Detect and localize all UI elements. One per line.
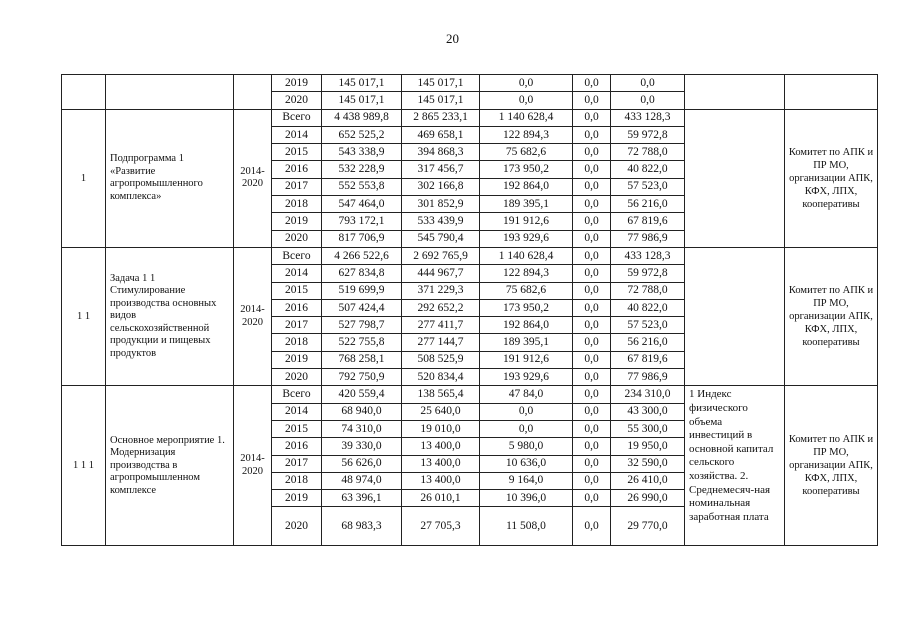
source1-cell: 545 790,4 xyxy=(402,230,480,247)
source3-cell: 0,0 xyxy=(573,213,611,230)
source4-cell: 57 523,0 xyxy=(611,317,685,334)
year-cell: 2018 xyxy=(272,196,322,213)
total-cell: 420 559,4 xyxy=(322,386,402,403)
year-cell: Всего xyxy=(272,109,322,126)
executor-cell: Комитет по АПК и ПР МО, организации АПК, КФХ, ЛПХ, кооперативы xyxy=(785,386,878,546)
year-cell: 2016 xyxy=(272,161,322,178)
source4-cell: 0,0 xyxy=(611,75,685,92)
source2-cell: 5 980,0 xyxy=(480,438,573,455)
source4-cell: 29 770,0 xyxy=(611,507,685,546)
row-code xyxy=(62,75,106,110)
source3-cell: 0,0 xyxy=(573,507,611,546)
year-cell: 2018 xyxy=(272,472,322,489)
total-cell: 507 424,4 xyxy=(322,299,402,316)
executor-cell: Комитет по АПК и ПР МО, организации АПК, КФХ, ЛПХ, кооперативы xyxy=(785,109,878,247)
source3-cell: 0,0 xyxy=(573,144,611,161)
source2-cell: 189 395,1 xyxy=(480,334,573,351)
source3-cell: 0,0 xyxy=(573,472,611,489)
source3-cell: 0,0 xyxy=(573,455,611,472)
source1-cell: 394 868,3 xyxy=(402,144,480,161)
source3-cell: 0,0 xyxy=(573,161,611,178)
row-period xyxy=(234,75,272,110)
total-cell: 68 940,0 xyxy=(322,403,402,420)
year-cell: 2015 xyxy=(272,144,322,161)
year-cell: 2019 xyxy=(272,75,322,92)
source1-cell: 469 658,1 xyxy=(402,126,480,143)
year-cell: 2019 xyxy=(272,213,322,230)
total-cell: 527 798,7 xyxy=(322,317,402,334)
source3-cell: 0,0 xyxy=(573,403,611,420)
source3-cell: 0,0 xyxy=(573,230,611,247)
source4-cell: 55 300,0 xyxy=(611,420,685,437)
source1-cell: 371 229,3 xyxy=(402,282,480,299)
source4-cell: 0,0 xyxy=(611,92,685,109)
source4-cell: 234 310,0 xyxy=(611,386,685,403)
table-body xyxy=(62,75,878,546)
year-cell: Всего xyxy=(272,247,322,264)
executor-cell: Комитет по АПК и ПР МО, организации АПК, КФХ, ЛПХ, кооперативы xyxy=(785,247,878,385)
year-cell: 2020 xyxy=(272,369,322,386)
source2-cell: 189 395,1 xyxy=(480,196,573,213)
year-cell: 2020 xyxy=(272,92,322,109)
source1-cell: 317 456,7 xyxy=(402,161,480,178)
total-cell: 39 330,0 xyxy=(322,438,402,455)
source3-cell: 0,0 xyxy=(573,282,611,299)
total-cell: 4 266 522,6 xyxy=(322,247,402,264)
source1-cell: 13 400,0 xyxy=(402,455,480,472)
row-name: Подпрограмма 1 «Развитие агропромышленного комплекса» xyxy=(106,109,234,247)
source4-cell: 72 788,0 xyxy=(611,282,685,299)
year-cell: 2020 xyxy=(272,507,322,546)
source4-cell: 32 590,0 xyxy=(611,455,685,472)
source1-cell: 292 652,2 xyxy=(402,299,480,316)
row-period: 2014-2020 xyxy=(234,109,272,247)
source2-cell: 193 929,6 xyxy=(480,230,573,247)
source2-cell: 9 164,0 xyxy=(480,472,573,489)
source4-cell: 26 410,0 xyxy=(611,472,685,489)
year-cell: 2020 xyxy=(272,230,322,247)
source1-cell: 277 144,7 xyxy=(402,334,480,351)
source2-cell: 173 950,2 xyxy=(480,161,573,178)
source2-cell: 192 864,0 xyxy=(480,178,573,195)
indicator-cell: 1 Индекс физического объема инвестиций в основной капитал сельского хозяйства. 2. Среднемесяч-ная номинальная заработная плата xyxy=(685,386,785,546)
source1-cell: 277 411,7 xyxy=(402,317,480,334)
source1-cell: 13 400,0 xyxy=(402,438,480,455)
total-cell: 68 983,3 xyxy=(322,507,402,546)
source1-cell: 27 705,3 xyxy=(402,507,480,546)
source1-cell: 138 565,4 xyxy=(402,386,480,403)
total-cell: 792 750,9 xyxy=(322,369,402,386)
table-row xyxy=(62,109,878,126)
year-cell: 2017 xyxy=(272,178,322,195)
source4-cell: 56 216,0 xyxy=(611,334,685,351)
source1-cell: 520 834,4 xyxy=(402,369,480,386)
source2-cell: 191 912,6 xyxy=(480,213,573,230)
source4-cell: 19 950,0 xyxy=(611,438,685,455)
source4-cell: 26 990,0 xyxy=(611,490,685,507)
source4-cell: 67 819,6 xyxy=(611,213,685,230)
year-cell: 2017 xyxy=(272,455,322,472)
source2-cell: 122 894,3 xyxy=(480,126,573,143)
source4-cell: 433 128,3 xyxy=(611,247,685,264)
source3-cell: 0,0 xyxy=(573,369,611,386)
total-cell: 543 338,9 xyxy=(322,144,402,161)
budget-table xyxy=(61,74,878,546)
source1-cell: 26 010,1 xyxy=(402,490,480,507)
source3-cell: 0,0 xyxy=(573,420,611,437)
table-row xyxy=(62,247,878,264)
source3-cell: 0,0 xyxy=(573,75,611,92)
source2-cell: 0,0 xyxy=(480,92,573,109)
source2-cell: 1 140 628,4 xyxy=(480,247,573,264)
total-cell: 768 258,1 xyxy=(322,351,402,368)
row-code: 1 1 1 xyxy=(62,386,106,546)
source2-cell: 75 682,6 xyxy=(480,144,573,161)
source1-cell: 301 852,9 xyxy=(402,196,480,213)
source1-cell: 19 010,0 xyxy=(402,420,480,437)
indicator-cell xyxy=(685,247,785,385)
year-cell: 2014 xyxy=(272,403,322,420)
year-cell: 2019 xyxy=(272,351,322,368)
source1-cell: 302 166,8 xyxy=(402,178,480,195)
total-cell: 522 755,8 xyxy=(322,334,402,351)
source4-cell: 43 300,0 xyxy=(611,403,685,420)
source2-cell: 173 950,2 xyxy=(480,299,573,316)
row-period: 2014-2020 xyxy=(234,386,272,546)
source3-cell: 0,0 xyxy=(573,299,611,316)
source4-cell: 67 819,6 xyxy=(611,351,685,368)
source3-cell: 0,0 xyxy=(573,196,611,213)
source3-cell: 0,0 xyxy=(573,265,611,282)
source1-cell: 444 967,7 xyxy=(402,265,480,282)
source2-cell: 0,0 xyxy=(480,420,573,437)
source1-cell: 2 692 765,9 xyxy=(402,247,480,264)
source2-cell: 10 396,0 xyxy=(480,490,573,507)
total-cell: 145 017,1 xyxy=(322,75,402,92)
total-cell: 56 626,0 xyxy=(322,455,402,472)
source4-cell: 57 523,0 xyxy=(611,178,685,195)
source3-cell: 0,0 xyxy=(573,92,611,109)
source4-cell: 433 128,3 xyxy=(611,109,685,126)
page-number: 20 xyxy=(446,31,459,46)
source2-cell: 191 912,6 xyxy=(480,351,573,368)
source3-cell: 0,0 xyxy=(573,109,611,126)
row-name xyxy=(106,75,234,110)
total-cell: 145 017,1 xyxy=(322,92,402,109)
total-cell: 48 974,0 xyxy=(322,472,402,489)
row-code: 1 xyxy=(62,109,106,247)
source3-cell: 0,0 xyxy=(573,126,611,143)
row-name: Основное мероприятие 1. Модернизация производства в агропромышленном комплексе xyxy=(106,386,234,546)
year-cell: 2015 xyxy=(272,282,322,299)
source2-cell: 47 84,0 xyxy=(480,386,573,403)
source2-cell: 1 140 628,4 xyxy=(480,109,573,126)
total-cell: 627 834,8 xyxy=(322,265,402,282)
source2-cell: 10 636,0 xyxy=(480,455,573,472)
source1-cell: 145 017,1 xyxy=(402,75,480,92)
source3-cell: 0,0 xyxy=(573,178,611,195)
year-cell: 2018 xyxy=(272,334,322,351)
source4-cell: 72 788,0 xyxy=(611,144,685,161)
year-cell: Всего xyxy=(272,386,322,403)
executor-cell xyxy=(785,75,878,110)
source4-cell: 59 972,8 xyxy=(611,265,685,282)
year-cell: 2014 xyxy=(272,126,322,143)
source1-cell: 145 017,1 xyxy=(402,92,480,109)
source4-cell: 59 972,8 xyxy=(611,126,685,143)
year-cell: 2016 xyxy=(272,438,322,455)
source3-cell: 0,0 xyxy=(573,490,611,507)
source2-cell: 122 894,3 xyxy=(480,265,573,282)
source4-cell: 77 986,9 xyxy=(611,369,685,386)
table-row xyxy=(62,75,878,92)
total-cell: 552 553,8 xyxy=(322,178,402,195)
source3-cell: 0,0 xyxy=(573,317,611,334)
total-cell: 74 310,0 xyxy=(322,420,402,437)
total-cell: 519 699,9 xyxy=(322,282,402,299)
row-name: Задача 1 1 Стимулирование производства основных видов сельскохозяйственной продукции и пищевых продуктов xyxy=(106,247,234,385)
total-cell: 532 228,9 xyxy=(322,161,402,178)
row-period: 2014-2020 xyxy=(234,247,272,385)
source1-cell: 533 439,9 xyxy=(402,213,480,230)
total-cell: 63 396,1 xyxy=(322,490,402,507)
year-cell: 2014 xyxy=(272,265,322,282)
source4-cell: 40 822,0 xyxy=(611,161,685,178)
source3-cell: 0,0 xyxy=(573,334,611,351)
source3-cell: 0,0 xyxy=(573,438,611,455)
source1-cell: 508 525,9 xyxy=(402,351,480,368)
source2-cell: 192 864,0 xyxy=(480,317,573,334)
year-cell: 2019 xyxy=(272,490,322,507)
source3-cell: 0,0 xyxy=(573,247,611,264)
indicator-cell xyxy=(685,109,785,247)
indicator-cell xyxy=(685,75,785,110)
year-cell: 2017 xyxy=(272,317,322,334)
source2-cell: 193 929,6 xyxy=(480,369,573,386)
total-cell: 547 464,0 xyxy=(322,196,402,213)
row-code: 1 1 xyxy=(62,247,106,385)
total-cell: 4 438 989,8 xyxy=(322,109,402,126)
source4-cell: 40 822,0 xyxy=(611,299,685,316)
source2-cell: 0,0 xyxy=(480,75,573,92)
year-cell: 2015 xyxy=(272,420,322,437)
source1-cell: 13 400,0 xyxy=(402,472,480,489)
table-row xyxy=(62,386,878,403)
source2-cell: 11 508,0 xyxy=(480,507,573,546)
total-cell: 652 525,2 xyxy=(322,126,402,143)
source2-cell: 75 682,6 xyxy=(480,282,573,299)
total-cell: 793 172,1 xyxy=(322,213,402,230)
source3-cell: 0,0 xyxy=(573,351,611,368)
source1-cell: 2 865 233,1 xyxy=(402,109,480,126)
year-cell: 2016 xyxy=(272,299,322,316)
source2-cell: 0,0 xyxy=(480,403,573,420)
source3-cell: 0,0 xyxy=(573,386,611,403)
total-cell: 817 706,9 xyxy=(322,230,402,247)
source4-cell: 77 986,9 xyxy=(611,230,685,247)
source1-cell: 25 640,0 xyxy=(402,403,480,420)
source4-cell: 56 216,0 xyxy=(611,196,685,213)
